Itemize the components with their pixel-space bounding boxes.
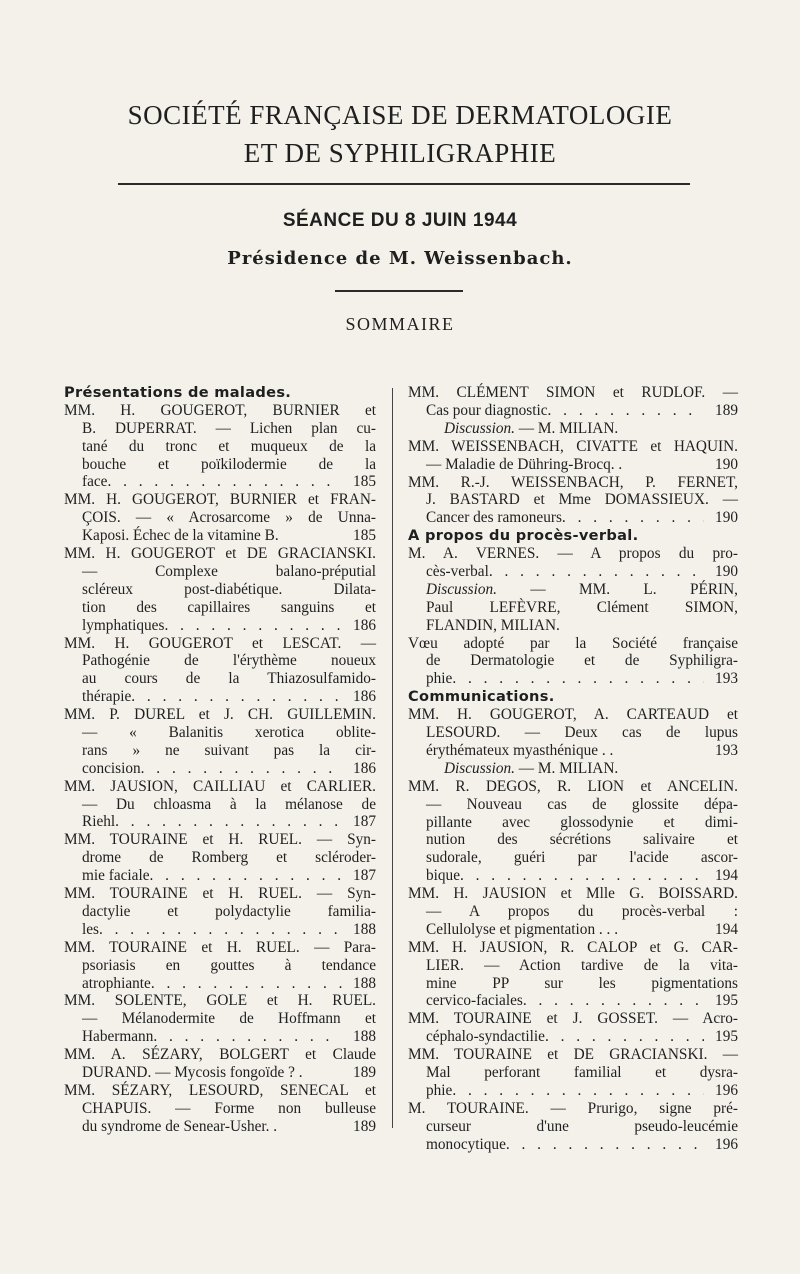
summary-entry (408, 1010, 738, 1046)
entry-last-line (408, 742, 738, 760)
entry-line: bouche et poïkilodermie de la (82, 455, 376, 473)
entry-text: Habermann (82, 1028, 154, 1046)
page-number: 196 (715, 1135, 738, 1153)
summary-entry (408, 885, 738, 939)
entry-line: pillante avec glossodynie et dimi- (426, 813, 738, 831)
entry-last-line (408, 867, 738, 885)
entry-line: MM. H. GOUGEROT, A. CARTEAUD et (408, 706, 738, 724)
entry-line: Pathogénie de l'érythème noueux (82, 652, 376, 670)
leader-dots (99, 921, 342, 939)
entry-last-line (408, 563, 738, 581)
entry-last-line (408, 921, 738, 939)
entry-line: psoriasis en gouttes à tendance (82, 956, 376, 974)
summary-entry (408, 581, 738, 635)
page-number: 189 (715, 401, 738, 419)
entry-line: — Du chloasma à la mélanose de (82, 795, 376, 813)
entry-last-line (64, 867, 376, 885)
page-number: 188 (353, 974, 376, 992)
entry-line: MM. H. GOUGEROT, BURNIER et FRAN- (64, 491, 376, 509)
page-number: 194 (715, 867, 738, 885)
entry-line: MM. WEISSENBACH, CIVATTE et HAQUIN. (408, 437, 738, 455)
entry-line: tion des capillaires sanguins et (82, 598, 376, 616)
leader-dots (548, 402, 704, 420)
entry-text: lymphatiques (82, 616, 165, 634)
entry-line: — Nouveau cas de glossite dépa- (426, 795, 738, 813)
entry-last-line (64, 760, 376, 778)
entry-line: tané du tronc et muqueux de la (82, 437, 376, 455)
page-number: 186 (353, 759, 376, 777)
entry-line: Paul LEFÈVRE, Clément SIMON, (426, 598, 738, 616)
page-number: 185 (353, 527, 376, 545)
header-rule (118, 183, 690, 185)
page-number: 195 (715, 1028, 738, 1046)
entry-text: Discussion. — M. MILIAN. (444, 419, 619, 437)
leader-dots (164, 617, 342, 635)
entry-text: Cellulolyse et pigmentation . . . (426, 920, 619, 938)
entry-last-line (64, 1064, 376, 1082)
entry-last-line (64, 688, 376, 706)
session-date: SÉANCE DU 8 JUIN 1944 (282, 210, 518, 231)
leader-dots (141, 760, 342, 778)
column-divider (392, 388, 393, 1128)
entry-last-line (64, 1118, 376, 1136)
journal-title-line2: ET DE SYPHILIGRAPHIE (243, 138, 557, 168)
entry-line: MM. H. JAUSION et Mlle G. BOISSARD. (408, 885, 738, 903)
entry-last-line (64, 813, 376, 831)
entry-line: de Dermatologie et de Syphiligra- (426, 652, 738, 670)
page-number: 186 (353, 616, 376, 634)
summary-entry (64, 992, 376, 1046)
entry-text: cès-verbal (426, 562, 489, 580)
short-rule (335, 290, 463, 292)
summary-entry (408, 760, 738, 778)
entry-line: nution des sécrétions salivaire et (426, 831, 738, 849)
entry-line: Vœu adopté par la Société française (408, 634, 738, 652)
summary-entry (64, 491, 376, 545)
summary-entry (64, 1046, 376, 1082)
entry-text: phie (426, 670, 453, 688)
entry-line: MM. JAUSION, CAILLIAU et CARLIER. (64, 777, 376, 795)
page-number: 185 (353, 473, 376, 491)
entry-text: du syndrome de Senear-Usher. . (82, 1117, 278, 1135)
summary-entry (408, 706, 738, 760)
leader-dots (452, 670, 704, 688)
section-heading: Présentations de malades. (64, 384, 292, 401)
summary-entry (408, 474, 738, 528)
entry-text: concision (82, 759, 141, 777)
leader-dots (506, 1136, 704, 1154)
summary-entry (64, 545, 376, 634)
entry-text: atrophiante (82, 974, 151, 992)
section-heading: Communications. (408, 688, 555, 706)
entry-line: B. DUPERRAT. — Lichen plan cu- (82, 419, 376, 437)
entry-text: monocytique (426, 1135, 506, 1153)
page-number: 195 (715, 992, 738, 1010)
entry-line: MM. TOURAINE et H. RUEL. — Syn- (64, 831, 376, 849)
section-heading: A propos du procès-verbal. (408, 527, 639, 545)
summary-entry (64, 831, 376, 885)
entry-text: FLANDIN, MILIAN. (426, 616, 560, 634)
entry-line: scléreux post-diabétique. Dilata- (82, 580, 376, 598)
entry-text: érythémateux myasthénique . . (426, 741, 614, 759)
summary-entry (408, 635, 738, 689)
leader-dots (452, 1082, 704, 1100)
entry-line: ÇOIS. — « Acrosarcome » de Unna- (82, 509, 376, 527)
summary-entry (64, 885, 376, 939)
leader-dots (489, 563, 704, 581)
presidency: Présidence de M. Weissenbach. (227, 248, 573, 269)
entry-line: MM. SÉZARY, LESOURD, SENECAL et (64, 1081, 376, 1099)
entry-line: MM. TOURAINE et DE GRACIANSKI. — (408, 1046, 738, 1064)
entry-text: DURAND. — Mycosis fongoïde ? . (82, 1064, 303, 1081)
entry-last-line (408, 402, 738, 420)
entry-text: bique (426, 867, 460, 885)
entry-line: J. BASTARD et Mme DOMASSIEUX. — (426, 491, 738, 509)
entry-last-line (408, 670, 738, 688)
leader-dots (107, 473, 342, 491)
summary-left-column (64, 384, 376, 1136)
entry-line: M. A. VERNES. — A propos du pro- (408, 545, 738, 563)
entry-line: Discussion. — MM. L. PÉRIN, (426, 580, 738, 598)
entry-last-line (408, 1082, 738, 1100)
page-number: 188 (353, 920, 376, 938)
entry-line: MM. CLÉMENT SIMON et RUDLOF. — (408, 384, 738, 401)
entry-last-line (64, 527, 376, 545)
entry-last-line (408, 456, 738, 474)
summary-entry (64, 778, 376, 832)
entry-text: cervico-faciales (426, 992, 523, 1010)
entry-last-line (408, 617, 738, 635)
entry-last-line (64, 617, 376, 635)
leader-dots (545, 1028, 704, 1046)
leader-dots (562, 509, 704, 527)
page-number: 193 (715, 670, 738, 688)
page-number: 196 (715, 1081, 738, 1099)
page-number: 186 (353, 688, 376, 706)
summary-entry (64, 635, 376, 707)
journal-title-line1: SOCIÉTÉ FRANÇAISE DE DERMATOLOGIE (127, 100, 673, 130)
entry-line: sudorale, guéri par l'acide ascor- (426, 849, 738, 867)
entry-text: phie (426, 1081, 453, 1099)
entry-line: MM. H. GOUGEROT et LESCAT. — (64, 634, 376, 652)
entry-line: MM. H. GOUGEROT, BURNIER et (64, 401, 376, 419)
page-number: 188 (353, 1028, 376, 1046)
entry-text: mie faciale (82, 867, 150, 885)
leader-dots (460, 867, 704, 885)
page-number: 187 (353, 867, 376, 885)
entry-line: mine PP sur les pigmentations (426, 974, 738, 992)
leader-dots (153, 1028, 342, 1046)
page-number: 194 (715, 920, 738, 938)
leader-dots (115, 813, 342, 831)
entry-last-line (408, 1028, 738, 1046)
page-number: 190 (715, 509, 738, 527)
entry-text: — Maladie de Dühring-Brocq. . (426, 455, 623, 473)
entry-line: MM. TOURAINE et H. RUEL. — Syn- (64, 885, 376, 903)
entry-last-line (408, 760, 738, 778)
entry-line: Mal perforant familial et dysra- (426, 1064, 738, 1082)
entry-line: M. TOURAINE. — Prurigo, signe pré- (408, 1099, 738, 1117)
entry-last-line (408, 420, 738, 438)
entry-line: MM. R. DEGOS, R. LION et ANCELIN. (408, 777, 738, 795)
page-number: 189 (353, 1117, 376, 1135)
entry-last-line (64, 473, 376, 491)
summary-entry (408, 384, 738, 420)
summary-entry (408, 1100, 738, 1154)
page-number (704, 420, 738, 438)
entry-line: rans » ne suivant pas la cir- (82, 741, 376, 759)
summary-entry (408, 1046, 738, 1100)
entry-line: MM. SOLENTE, GOLE et H. RUEL. (64, 992, 376, 1010)
entry-line: dactylie et polydactylie familia- (82, 902, 376, 920)
page-number (704, 617, 738, 635)
entry-text: les (82, 920, 99, 938)
page-number (704, 760, 738, 778)
entry-line: au cours de la Thiazosulfamido- (82, 670, 376, 688)
entry-text: thérapie (82, 688, 132, 706)
entry-line: LIER. — Action tardive de la vita- (426, 956, 738, 974)
summary-heading: SOMMAIRE (345, 314, 455, 334)
entry-line: curseur d'une pseudo-leucémie (426, 1117, 738, 1135)
summary-entry (408, 545, 738, 581)
leader-dots (151, 975, 342, 993)
entry-last-line (64, 1028, 376, 1046)
entry-line: — Mélanodermite de Hoffmann et (82, 1010, 376, 1028)
page-number: 189 (353, 1064, 376, 1081)
entry-line: CHAPUIS. — Forme non bulleuse (82, 1099, 376, 1117)
page-number: 193 (715, 741, 738, 759)
entry-line: MM. R.-J. WEISSENBACH, P. FERNET, (408, 473, 738, 491)
entry-last-line (408, 992, 738, 1010)
entry-text: Riehl (82, 813, 116, 831)
summary-entry (408, 939, 738, 1011)
entry-last-line (408, 509, 738, 527)
entry-line: — « Balanitis xerotica oblite- (82, 723, 376, 741)
entry-line: drome de Romberg et scléroder- (82, 849, 376, 867)
summary-entry (408, 778, 738, 885)
entry-line: LESOURD. — Deux cas de lupus (426, 724, 738, 742)
summary-entry (64, 402, 376, 491)
entry-line: — A propos du procès-verbal : (426, 902, 738, 920)
entry-line: MM. A. SÉZARY, BOLGERT et Claude (64, 1046, 376, 1064)
entry-line: — Complexe balano-préputial (82, 562, 376, 580)
summary-entry (408, 438, 738, 474)
summary-right-column (408, 384, 738, 1154)
entry-line: MM. H. JAUSION, R. CALOP et G. CAR- (408, 938, 738, 956)
entry-text: Cas pour diagnostic (426, 401, 548, 419)
leader-dots (150, 867, 342, 885)
summary-entry (64, 939, 376, 993)
page-number: 190 (715, 455, 738, 473)
leader-dots (131, 688, 342, 706)
entry-text: Cancer des ramoneurs (426, 509, 562, 527)
page-number: 190 (715, 562, 738, 580)
entry-line: MM. P. DUREL et J. CH. GUILLEMIN. (64, 706, 376, 724)
entry-last-line (408, 1136, 738, 1154)
entry-text: Kaposi. Échec de la vitamine B. (82, 527, 279, 545)
entry-text: face (82, 473, 108, 491)
summary-entry (64, 1082, 376, 1136)
entry-line: MM. H. GOUGEROT et DE GRACIANSKI. (64, 545, 376, 563)
entry-text: céphalo-syndactilie (426, 1028, 545, 1046)
entry-text: Discussion. — M. MILIAN. (444, 759, 619, 777)
leader-dots (523, 992, 704, 1010)
entry-last-line (64, 921, 376, 939)
summary-entry (408, 420, 738, 438)
entry-line: MM. TOURAINE et H. RUEL. — Para- (64, 938, 376, 956)
entry-last-line (64, 975, 376, 993)
entry-line: MM. TOURAINE et J. GOSSET. — Acro- (408, 1010, 738, 1028)
summary-entry (64, 706, 376, 778)
page-number: 187 (353, 813, 376, 831)
